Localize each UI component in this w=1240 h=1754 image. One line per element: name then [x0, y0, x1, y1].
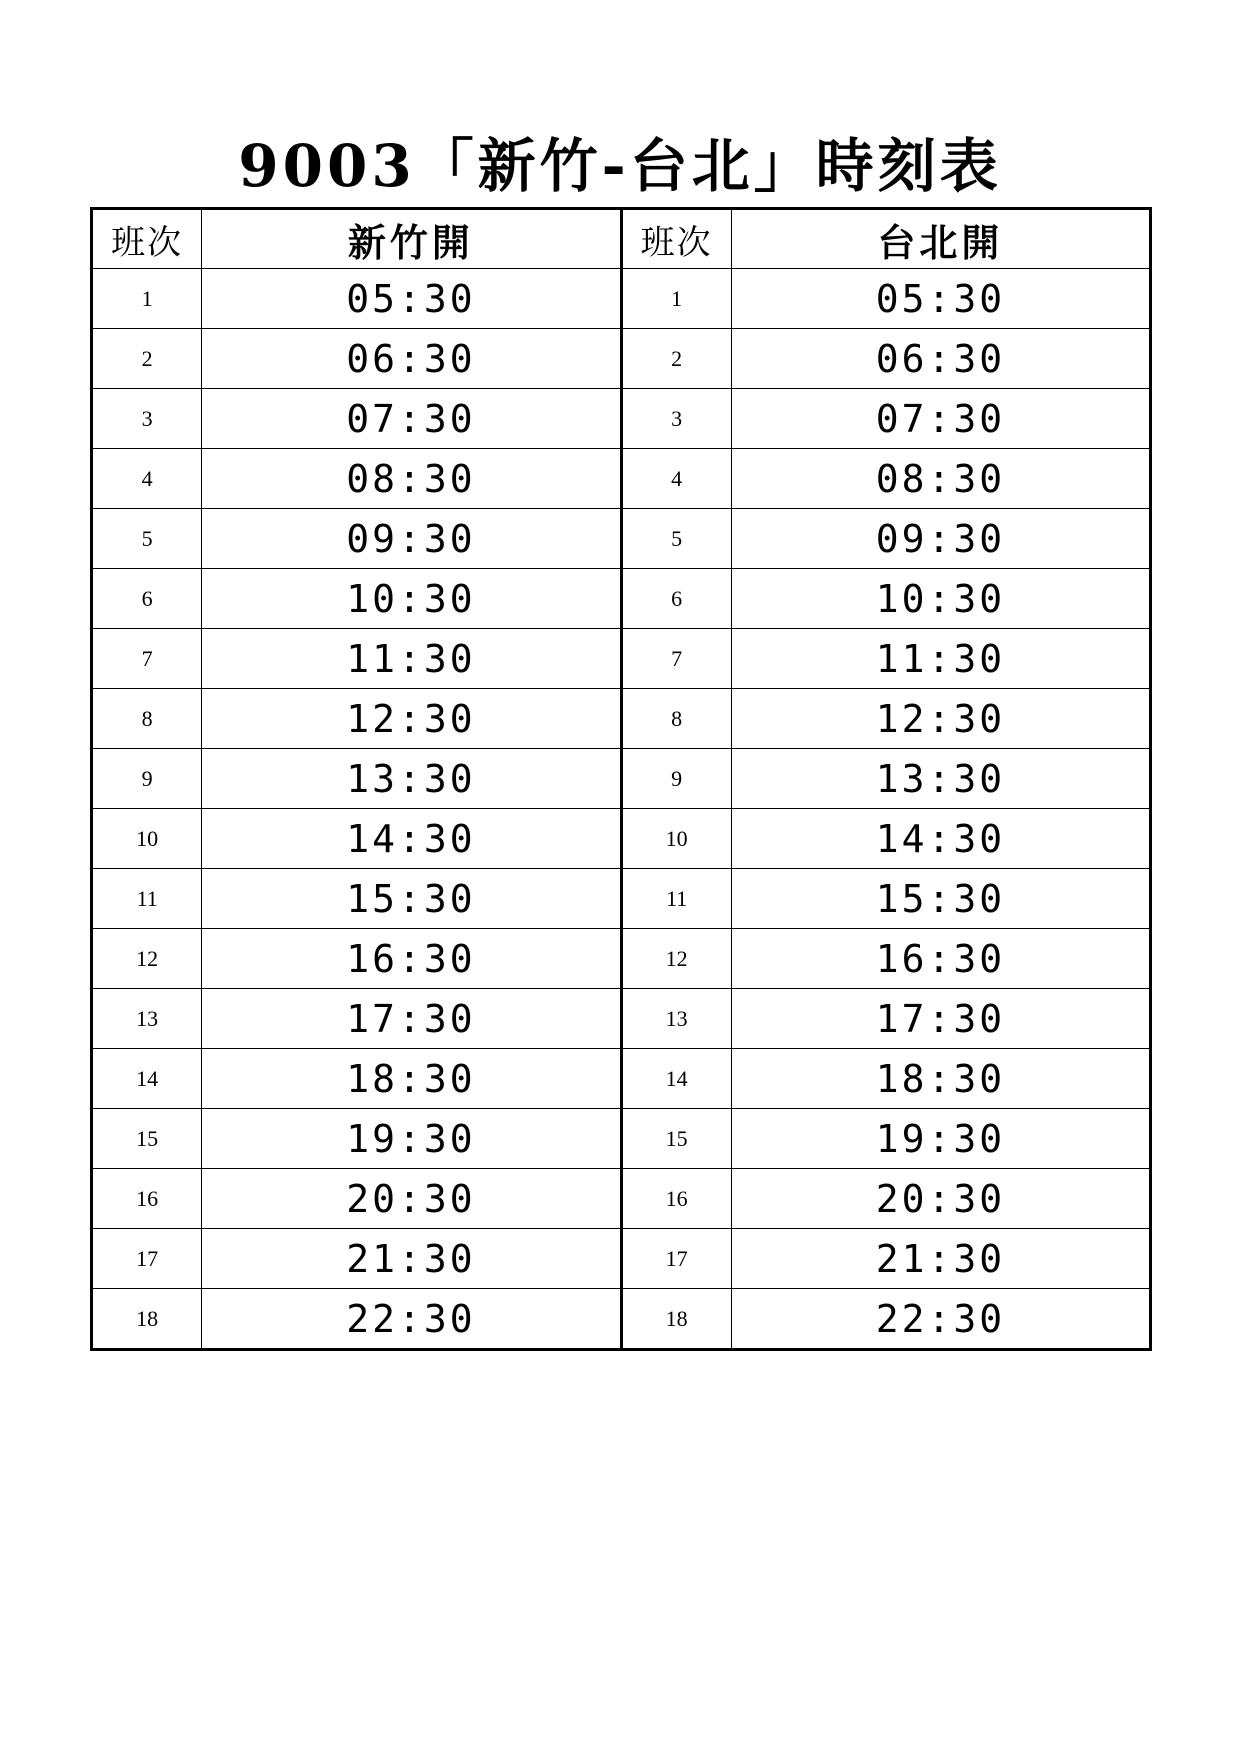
departure-time-taipei: 05:30 — [731, 269, 1150, 329]
table-row — [92, 389, 1151, 449]
departure-time-taipei: 19:30 — [731, 1109, 1150, 1169]
table-row — [92, 1049, 1151, 1109]
header-trip-no-taipei: 班次 — [621, 209, 731, 269]
trip-number-taipei: 11 — [621, 869, 731, 929]
page-title: 9003「新竹-台北」時刻表 — [238, 132, 1002, 200]
table-row — [92, 749, 1151, 809]
departure-time-taipei: 17:30 — [731, 989, 1150, 1049]
table-row — [92, 689, 1151, 749]
trip-number-taipei: 4 — [621, 449, 731, 509]
header-taipei-departure: 台北開 — [731, 209, 1150, 269]
trip-number-hsinchu: 9 — [92, 749, 202, 809]
trip-number-hsinchu: 10 — [92, 809, 202, 869]
trip-number-taipei: 9 — [621, 749, 731, 809]
trip-number-hsinchu: 5 — [92, 509, 202, 569]
timetable-body — [92, 269, 1151, 1350]
trip-number-taipei: 12 — [621, 929, 731, 989]
trip-number-hsinchu: 1 — [92, 269, 202, 329]
departure-time-hsinchu: 13:30 — [202, 749, 621, 809]
table-row — [92, 629, 1151, 689]
trip-number-taipei: 5 — [621, 509, 731, 569]
departure-time-taipei: 13:30 — [731, 749, 1150, 809]
departure-time-taipei: 12:30 — [731, 689, 1150, 749]
trip-number-hsinchu: 14 — [92, 1049, 202, 1109]
departure-time-taipei: 21:30 — [731, 1229, 1150, 1289]
departure-time-hsinchu: 09:30 — [202, 509, 621, 569]
trip-number-hsinchu: 3 — [92, 389, 202, 449]
trip-number-taipei: 14 — [621, 1049, 731, 1109]
trip-number-hsinchu: 15 — [92, 1109, 202, 1169]
departure-time-hsinchu: 11:30 — [202, 629, 621, 689]
trip-number-taipei: 15 — [621, 1109, 731, 1169]
trip-number-hsinchu: 13 — [92, 989, 202, 1049]
departure-time-hsinchu: 18:30 — [202, 1049, 621, 1109]
departure-time-hsinchu: 17:30 — [202, 989, 621, 1049]
trip-number-taipei: 18 — [621, 1289, 731, 1350]
table-row — [92, 809, 1151, 869]
departure-time-taipei: 11:30 — [731, 629, 1150, 689]
trip-number-hsinchu: 18 — [92, 1289, 202, 1350]
table-row — [92, 329, 1151, 389]
trip-number-taipei: 16 — [621, 1169, 731, 1229]
departure-time-taipei: 20:30 — [731, 1169, 1150, 1229]
header-hsinchu-departure: 新竹開 — [202, 209, 621, 269]
trip-number-hsinchu: 6 — [92, 569, 202, 629]
departure-time-taipei: 08:30 — [731, 449, 1150, 509]
trip-number-hsinchu: 16 — [92, 1169, 202, 1229]
departure-time-hsinchu: 12:30 — [202, 689, 621, 749]
table-row — [92, 1109, 1151, 1169]
departure-time-hsinchu: 08:30 — [202, 449, 621, 509]
trip-number-hsinchu: 12 — [92, 929, 202, 989]
departure-time-hsinchu: 07:30 — [202, 389, 621, 449]
trip-number-taipei: 10 — [621, 809, 731, 869]
trip-number-hsinchu: 17 — [92, 1229, 202, 1289]
departure-time-hsinchu: 05:30 — [202, 269, 621, 329]
trip-number-hsinchu: 8 — [92, 689, 202, 749]
trip-number-taipei: 17 — [621, 1229, 731, 1289]
trip-number-taipei: 8 — [621, 689, 731, 749]
trip-number-hsinchu: 4 — [92, 449, 202, 509]
timetable — [90, 207, 1152, 1351]
trip-number-hsinchu: 2 — [92, 329, 202, 389]
header-trip-no-hsinchu: 班次 — [92, 209, 202, 269]
departure-time-taipei: 14:30 — [731, 809, 1150, 869]
departure-time-hsinchu: 15:30 — [202, 869, 621, 929]
departure-time-taipei: 16:30 — [731, 929, 1150, 989]
departure-time-hsinchu: 21:30 — [202, 1229, 621, 1289]
departure-time-taipei: 18:30 — [731, 1049, 1150, 1109]
departure-time-taipei: 09:30 — [731, 509, 1150, 569]
trip-number-taipei: 13 — [621, 989, 731, 1049]
table-row — [92, 1289, 1151, 1350]
table-row — [92, 569, 1151, 629]
table-row — [92, 1229, 1151, 1289]
departure-time-hsinchu: 22:30 — [202, 1289, 621, 1350]
table-row — [92, 269, 1151, 329]
trip-number-taipei: 7 — [621, 629, 731, 689]
departure-time-hsinchu: 14:30 — [202, 809, 621, 869]
trip-number-taipei: 1 — [621, 269, 731, 329]
trip-number-taipei: 6 — [621, 569, 731, 629]
table-row — [92, 989, 1151, 1049]
departure-time-hsinchu: 19:30 — [202, 1109, 621, 1169]
trip-number-taipei: 3 — [621, 389, 731, 449]
table-row — [92, 929, 1151, 989]
table-row — [92, 449, 1151, 509]
departure-time-taipei: 15:30 — [731, 869, 1150, 929]
departure-time-taipei: 10:30 — [731, 569, 1150, 629]
trip-number-hsinchu: 7 — [92, 629, 202, 689]
departure-time-hsinchu: 16:30 — [202, 929, 621, 989]
departure-time-hsinchu: 10:30 — [202, 569, 621, 629]
departure-time-taipei: 07:30 — [731, 389, 1150, 449]
table-header-row — [92, 209, 1151, 269]
table-row — [92, 869, 1151, 929]
table-row — [92, 509, 1151, 569]
departure-time-taipei: 22:30 — [731, 1289, 1150, 1350]
trip-number-taipei: 2 — [621, 329, 731, 389]
table-row — [92, 1169, 1151, 1229]
departure-time-hsinchu: 20:30 — [202, 1169, 621, 1229]
departure-time-taipei: 06:30 — [731, 329, 1150, 389]
departure-time-hsinchu: 06:30 — [202, 329, 621, 389]
trip-number-hsinchu: 11 — [92, 869, 202, 929]
